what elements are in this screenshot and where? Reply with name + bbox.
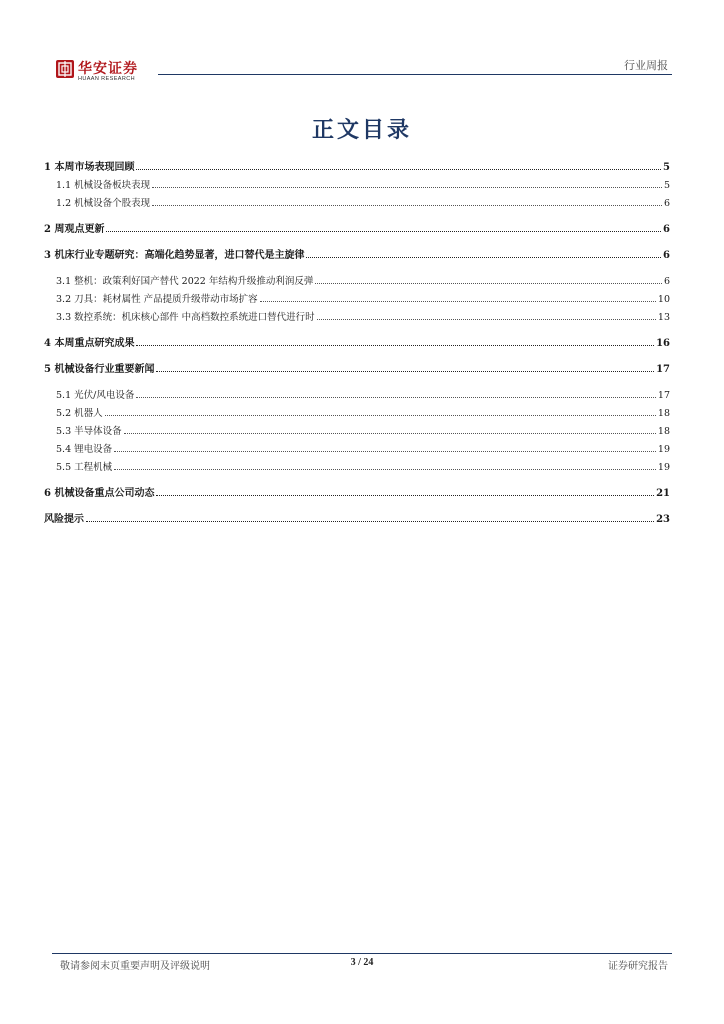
toc-section-entry[interactable]: [44, 336, 670, 351]
toc-section-entry[interactable]: [44, 486, 670, 501]
toc-entry-text: 5.3 半导体设备: [56, 426, 122, 437]
toc-entry-text: 3 机床行业专题研究：高端化趋势显著，进口替代是主旋律: [44, 250, 305, 261]
toc-page-number: 16: [656, 338, 670, 349]
page-title: 正文目录: [311, 117, 412, 143]
toc-subsection-entry[interactable]: [44, 196, 670, 211]
toc-dot-leader: [306, 248, 661, 258]
toc-page-number: 18: [657, 408, 670, 419]
toc-dot-leader: [106, 222, 661, 232]
toc-page-number: 6: [663, 224, 670, 235]
toc-entry-text: 1 本周市场表现回顾: [44, 162, 135, 173]
toc-dot-leader: [124, 424, 656, 434]
toc-subsection-entry[interactable]: [44, 178, 670, 193]
toc-entry-text: 5.4 锂电设备: [56, 444, 113, 455]
toc-page-number: 6: [663, 276, 670, 287]
toc-entry-text: 3.2 刀具：耗材属性 产品提质升级带动市场扩容: [56, 294, 258, 305]
toc-section-entry[interactable]: [44, 222, 670, 237]
toc-subsection-entry[interactable]: [44, 406, 670, 421]
toc-subsection-entry[interactable]: [44, 310, 670, 325]
toc-subsection-entry[interactable]: [44, 388, 670, 403]
header-divider: [158, 74, 672, 75]
toc-entry-text: 2 周观点更新: [44, 224, 105, 235]
footer-divider: [52, 953, 672, 954]
toc-subsection-entry[interactable]: [44, 460, 670, 475]
toc-dot-leader: [114, 442, 656, 452]
toc-section-entry[interactable]: [44, 160, 670, 175]
toc-entry-text: 1.1 机械设备板块表现: [56, 180, 151, 191]
toc-subsection-entry[interactable]: [44, 424, 670, 439]
toc-dot-leader: [136, 336, 654, 346]
logo-subtitle: HUAAN RESEARCH: [78, 76, 135, 82]
report-type-label: 行业周报: [624, 59, 668, 72]
toc-page-number: 13: [657, 312, 670, 323]
toc-dot-leader: [260, 292, 656, 302]
toc-dot-leader: [156, 362, 654, 372]
toc-dot-leader: [136, 388, 656, 398]
toc-dot-leader: [156, 486, 654, 496]
toc-subsection-entry[interactable]: [44, 274, 670, 289]
toc-dot-leader: [86, 512, 654, 522]
toc-entry-text: 5.2 机器人: [56, 408, 103, 419]
page-number: 3 / 24: [350, 957, 374, 968]
toc-page-number: 19: [657, 462, 670, 473]
toc-dot-leader: [152, 178, 662, 188]
toc-page-number: 21: [656, 488, 670, 499]
toc-dot-leader: [315, 274, 662, 284]
toc-entry-text: 3.3 数控系统：机床核心部件 中高档数控系统进口替代进行时: [56, 312, 315, 323]
toc-page-number: 6: [663, 250, 670, 261]
toc-page-number: 10: [657, 294, 670, 305]
toc-dot-leader: [105, 406, 656, 416]
toc-entry-text: 3.1 整机：政策利好国产替代 2022 年结构升级推动利润反弹: [56, 276, 314, 287]
toc-subsection-entry[interactable]: [44, 442, 670, 457]
toc-page-number: 23: [656, 514, 670, 525]
huaan-logo-icon: [56, 60, 74, 78]
toc-section-entry[interactable]: [44, 248, 670, 263]
toc-section-entry[interactable]: [44, 362, 670, 377]
toc-section-entry[interactable]: [44, 512, 670, 527]
footer-disclaimer: 敬请参阅末页重要声明及评级说明: [60, 961, 210, 972]
toc-subsection-entry[interactable]: [44, 292, 670, 307]
toc-page-number: 19: [657, 444, 670, 455]
toc-entry-text: 1.2 机械设备个股表现: [56, 198, 151, 209]
page-header: [0, 0, 724, 90]
toc-entry-text: 5.5 工程机械: [56, 462, 113, 473]
footer-report-label: 证券研究报告: [608, 961, 668, 972]
logo-text: 华安证券: [78, 61, 138, 77]
toc-dot-leader: [152, 196, 662, 206]
toc-entry-text: 4 本周重点研究成果: [44, 338, 135, 349]
toc-dot-leader: [317, 310, 656, 320]
toc-entry-text: 5 机械设备行业重要新闻: [44, 364, 155, 375]
toc-page-number: 5: [663, 180, 670, 191]
toc-page-number: 17: [657, 390, 670, 401]
toc-dot-leader: [136, 160, 661, 170]
toc-dot-leader: [114, 460, 656, 470]
toc-entry-text: 风险提示: [44, 514, 84, 525]
toc-page-number: 17: [656, 364, 670, 375]
toc-page-number: 5: [663, 162, 670, 173]
toc-entry-text: 5.1 光伏/风电设备: [56, 390, 135, 401]
toc-page-number: 6: [663, 198, 670, 209]
toc-entry-text: 6 机械设备重点公司动态: [44, 488, 155, 499]
toc-page-number: 18: [657, 426, 670, 437]
